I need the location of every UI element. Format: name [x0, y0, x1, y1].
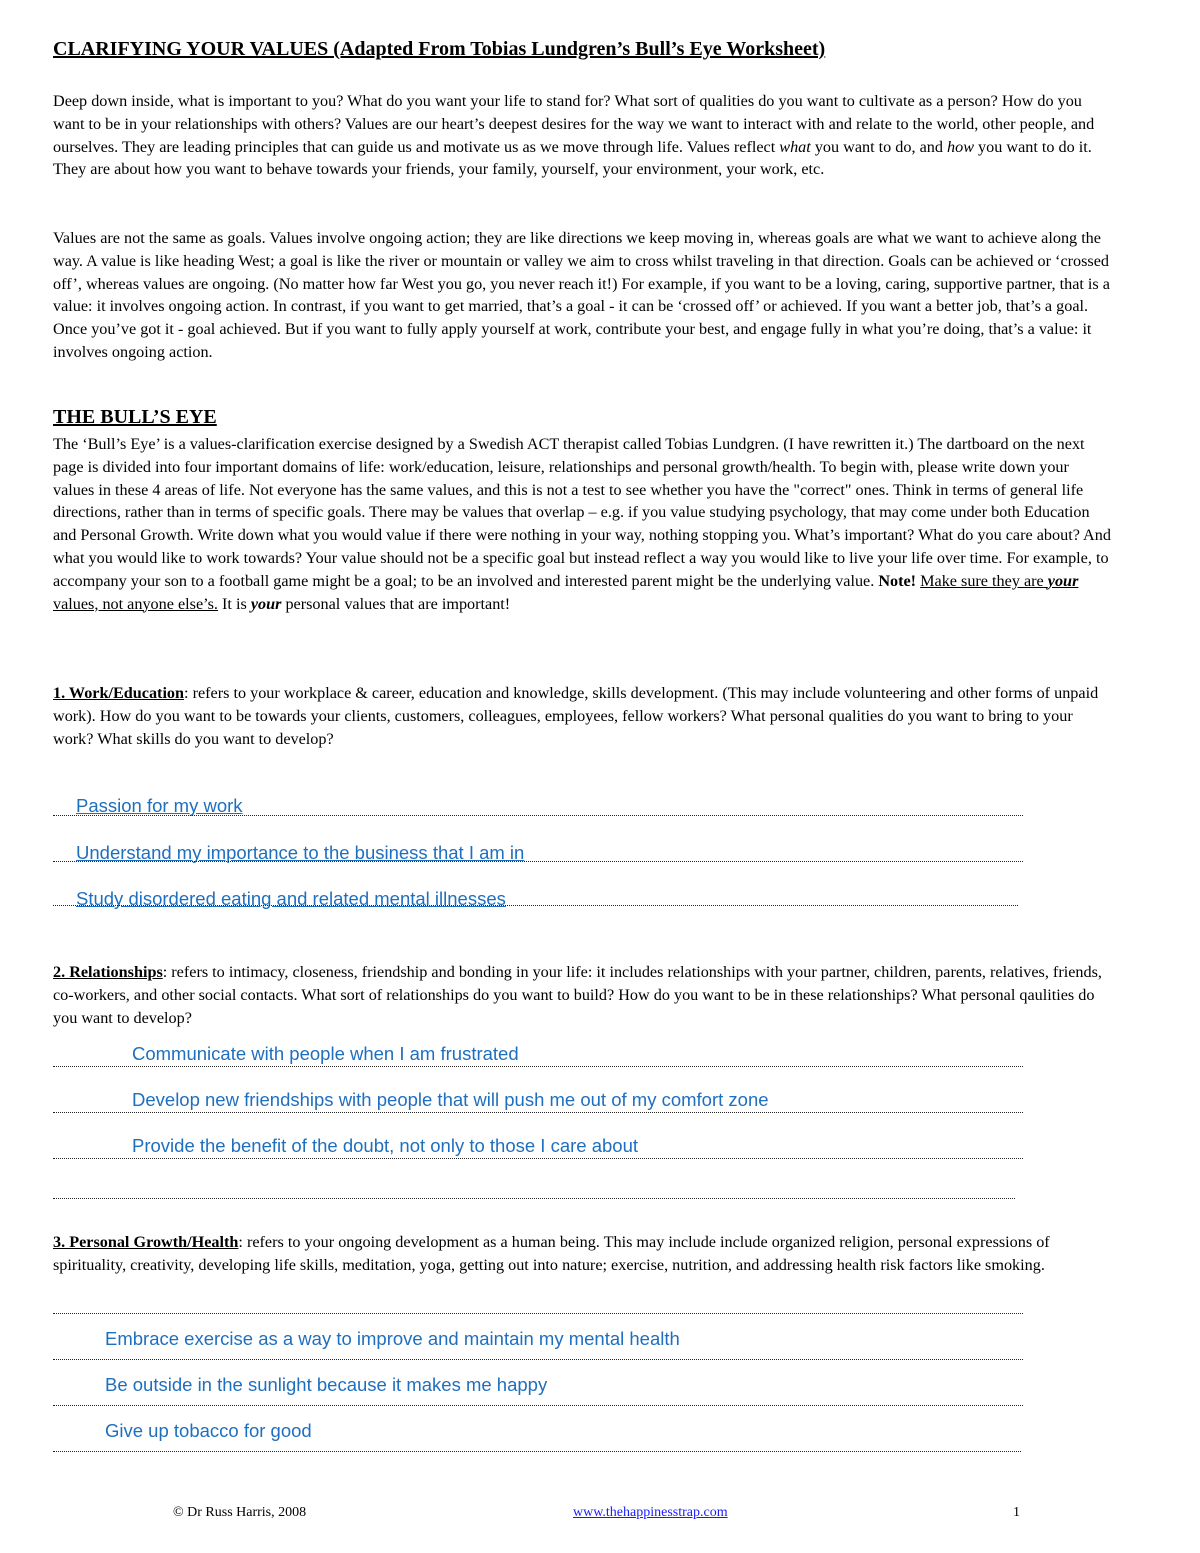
growth-answer-line-2 — [53, 1405, 1023, 1406]
intro-paragraph-1: Deep down inside, what is important to you? What do you want your life to stand for? What sort of qualities do you want to cultivate as a person? How do you want to be in your relationships with others? Values are our heart’s deepest desires for the way we want to interact with and relate to the world, other people, and ourselves. They are leading principles that can guide us and motivate us as we move through life. Values reflect what you want to do, and how you want to do it. They are about how you want to behave towards your friends, your family, yourself, your environment, your work, etc. — [53, 92, 1095, 179]
work-answer-3[interactable]: Study disordered eating and related mental illnesses — [76, 888, 506, 909]
relationships-answer-line-4 — [53, 1198, 1015, 1199]
section-growth-description: 3. Personal Growth/Health: refers to your ongoing development as a human being. This may include include organized religion, personal expressions of spirituality, creativity, developing life skills, meditation, yoga, getting out into nature; exercise, nutrition, and addressing health risk factors like smoking. — [53, 1233, 1050, 1274]
intro-paragraph-2: Values are not the same as goals. Values involve ongoing action; they are like directions we keep moving in, whereas goals are what we want to achieve along the way. A value is like heading West; a goal is like the river or mountain or valley we aim to cross whilst traveling in that direction. Goals can be achieved or ‘crossed off’, whereas values are ongoing. (No matter how far West you go, you never reach it!) For example, if you want to be a loving, caring, supportive partner, that is a value: it involves ongoing action. In contrast, if you want to get married, that’s a goal - it can be ‘crossed off’ or achieved. If you want a better job, that’s a goal. Once you’ve got it - goal achieved. But if you want to fully apply yourself at work, contribute your best, and engage fully in what you’re doing, that’s a value: it involves ongoing action. — [53, 229, 1110, 361]
relationships-answer-line-1 — [53, 1066, 1023, 1067]
section-relationships-description: 2. Relationships: refers to intimacy, closeness, friendship and bonding in your life: it includes relationships with your partner, children, parents, relatives, friends, co-workers, and other social contacts. What sort of relationships do you want to build? How do you want to be in these relationships? What personal qaulities do you want to develop? — [53, 963, 1102, 1027]
relationships-answer-2[interactable]: Develop new friendships with people that will push me out of my comfort zone — [132, 1089, 769, 1110]
relationships-answer-1[interactable]: Communicate with people when I am frustrated — [132, 1043, 519, 1064]
footer-page-number: 1 — [1013, 1505, 1020, 1520]
relationships-answer-line-3 — [53, 1158, 1023, 1159]
growth-answer-line-0 — [53, 1313, 1023, 1314]
note-label: Note! — [878, 571, 917, 590]
section-growth-label: 3. Personal Growth/Health — [53, 1233, 239, 1251]
growth-answer-line-1 — [53, 1359, 1023, 1360]
growth-answer-1[interactable]: Embrace exercise as a way to improve and maintain my mental health — [105, 1328, 680, 1349]
note-underlined: Make sure they are your values, not anyone else’s. — [53, 571, 1079, 613]
work-answer-1[interactable]: Passion for my work — [76, 795, 243, 816]
growth-answer-2[interactable]: Be outside in the sunlight because it makes me happy — [105, 1374, 548, 1395]
section-work-label: 1. Work/Education — [53, 684, 185, 702]
work-answer-line-1 — [53, 815, 1023, 816]
footer-website-link[interactable]: www.thehappinesstrap.com — [573, 1505, 728, 1520]
footer-website — [573, 1505, 728, 1521]
section-work-description: 1. Work/Education: refers to your workplace & career, education and knowledge, skills development. (This may include volunteering and other forms of unpaid work). How do you want to be towards your clients, customers, colleagues, employees, fellow workers? What personal qualities do you want to bring to your work? What skills do you want to develop? — [53, 684, 1099, 748]
bulls-eye-heading: THE BULL’S EYE — [53, 406, 217, 428]
page-title: CLARIFYING YOUR VALUES (Adapted From Tobias Lundgren’s Bull’s Eye Worksheet) — [53, 38, 826, 60]
footer-copyright: © Dr Russ Harris, 2008 — [173, 1505, 307, 1520]
emphasis-how: how — [947, 137, 974, 156]
work-answer-line-2 — [53, 861, 1023, 862]
bulls-eye-paragraph: The ‘Bull’s Eye’ is a values-clarification exercise designed by a Swedish ACT therapist called Tobias Lundgren. (I have rewritten it.) The dartboard on the next page is divided into four important domains of life: work/education, leisure, relationships and personal growth/health. To begin with, please write down your values in these 4 areas of life. Not everyone has the same values, and this is not a test to see whether you have the "correct" ones. Think in terms of general life directions, rather than in terms of specific goals. There may be values that overlap – e.g. if you value studying psychology, that may come under both Education and Personal Growth. Write down what you would value if there were nothing in your way, nothing stopping you. What’s important? What do you care about? And what you would like to work towards? Your value should not be a specific goal but instead reflect a way you would like to live your life over time. For example, to accompany your son to a football game might be a goal; to be an involved and interested parent might be the underlying value. Note! Make sure they are your values, not anyone else’s. It is your personal values that are important! — [53, 435, 1111, 613]
growth-answer-3[interactable]: Give up tobacco for good — [105, 1420, 312, 1441]
work-answer-line-3 — [53, 905, 1018, 906]
section-relationships-label: 2. Relationships — [53, 963, 163, 981]
growth-answer-line-3 — [53, 1451, 1021, 1452]
emphasis-what: what — [779, 137, 811, 156]
relationships-answer-3[interactable]: Provide the benefit of the doubt, not only to those I care about — [132, 1135, 639, 1156]
work-answer-2[interactable]: Understand my importance to the business that I am in — [76, 842, 525, 863]
relationships-answer-line-2 — [53, 1112, 1023, 1113]
